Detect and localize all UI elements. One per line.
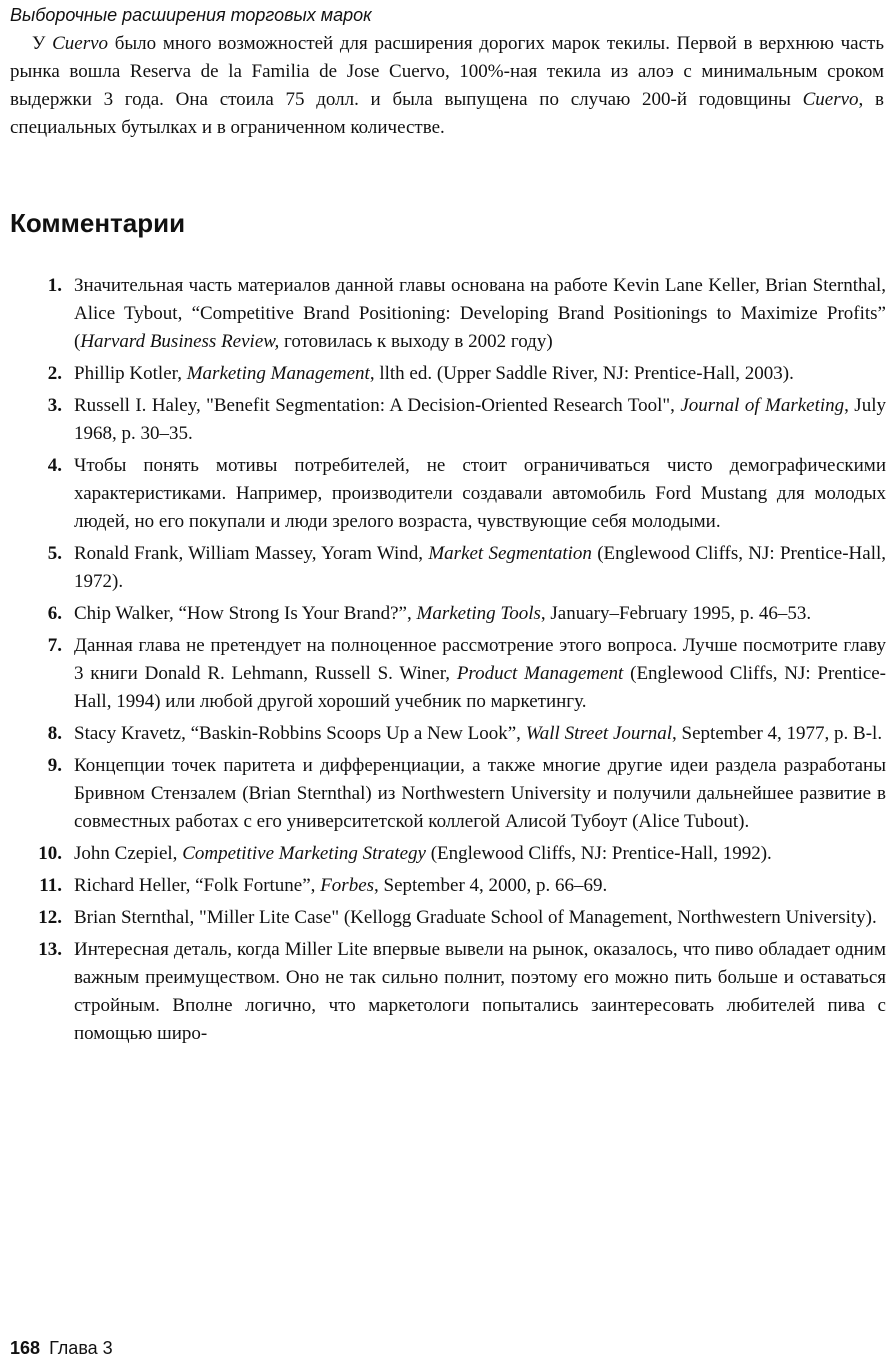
note-text-a: Концепции точек паритета и дифференциации, а также многие другие идеи раздела разработаны Бривном Стензалем (Brian Sternthal) из Northwestern University и получили дальнейшее развитие в совместных работах с его университетской коллегой Алисой Тубоут (Alice Tubout). xyxy=(74,755,886,832)
note-number: 1. xyxy=(47,275,62,296)
note-text xyxy=(74,272,886,356)
note-number: 5. xyxy=(47,543,62,564)
note-text xyxy=(74,840,886,868)
note-text-b: , September 4, 2000, p. 66–69. xyxy=(374,875,608,896)
note-text-italic: Harvard Business Review, xyxy=(80,331,280,352)
note-number: 8. xyxy=(47,723,62,744)
note-item xyxy=(30,632,886,716)
intro-text-2: было много возможностей для расширения дорогих марок текилы. Первой в верхнюю часть рынка вошла Reserva de la Familia de Jose Cuervo, 100%-ная текила из алоэ с минимальным сроком выдержки 3 года. Она стоила 75 долл. и была выпущена по случаю 200-й годовщины xyxy=(10,33,884,110)
note-text-a: Интересная деталь, когда Miller Lite впервые вывели на рынок, оказалось, что пиво обладает одним важным преимуществом. Оно не так сильно полнит, поэтому его можно пить больше и оставаться стройным. Вполне логично, что маркетологи попытались заинтересовать любителей пива с помощью широ- xyxy=(74,939,886,1044)
intro-brand-1: Cuervo xyxy=(52,33,109,54)
note-text xyxy=(74,600,886,628)
note-text-italic: Journal of Marketing xyxy=(680,395,845,416)
note-text xyxy=(74,452,886,536)
note-number: 7. xyxy=(47,635,62,656)
chapter-label: Глава 3 xyxy=(49,1338,113,1358)
note-text xyxy=(74,904,886,932)
note-item xyxy=(30,840,886,868)
note-text-b: , January–February 1995, p. 46–53. xyxy=(540,603,812,624)
note-number: 12. xyxy=(38,907,62,928)
note-text-a: Значительная часть материалов данной главы основана на работе Kevin Lane Keller, Brian Sternthal, Alice Tybout, “Competitive Brand Positioning: Developing Brand Positionings to Maximize Profits” ( xyxy=(74,275,886,352)
note-item xyxy=(30,720,886,748)
note-text-b: готовилась к выходу в 2002 году) xyxy=(279,331,553,352)
note-text-b: , llth ed. (Upper Saddle River, NJ: Prentice-Hall, 2003). xyxy=(369,363,794,384)
note-text-a: Ronald Frank, William Massey, Yoram Wind, xyxy=(74,543,429,564)
note-text-italic: Product Management xyxy=(456,663,624,684)
note-text xyxy=(74,752,886,836)
page-footer xyxy=(10,1336,113,1360)
note-item xyxy=(30,272,886,356)
note-text-a: Brian Sternthal, "Miller Lite Case" (Kellogg Graduate School of Management, Northwestern University). xyxy=(74,907,877,928)
note-text xyxy=(74,392,886,448)
note-text-italic: Marketing Tools xyxy=(416,603,541,624)
note-item xyxy=(30,936,886,1048)
intro-paragraph xyxy=(10,30,884,142)
note-text-italic: Forbes xyxy=(320,875,375,896)
note-text-b: , July 1968, p. 30–35. xyxy=(74,395,886,444)
note-text xyxy=(74,540,886,596)
section-title: Комментарии xyxy=(10,208,186,238)
note-text-b: , September 4, 1977, p. B-l. xyxy=(672,723,883,744)
note-text-a: Richard Heller, “Folk Fortune”, xyxy=(74,875,321,896)
note-text-a: Данная глава не претендует на полноценное рассмотрение этого вопроса. Лучше посмотрите главу 3 книги Donald R. Lehmann, Russell S. Winer, xyxy=(74,635,886,684)
note-number: 11. xyxy=(39,875,62,896)
note-text-a: Stacy Kravetz, “Baskin-Robbins Scoops Up a New Look”, xyxy=(74,723,526,744)
note-item xyxy=(30,904,886,932)
intro-text-1: У xyxy=(32,33,53,54)
note-text-italic: Competitive Marketing Strategy xyxy=(182,843,426,864)
note-number: 2. xyxy=(47,363,62,384)
intro-brand-2: Cuervo xyxy=(802,89,859,110)
note-text-italic: Marketing Management xyxy=(186,363,370,384)
note-text-a: Chip Walker, “How Strong Is Your Brand?”, xyxy=(74,603,417,624)
note-text-a: Phillip Kotler, xyxy=(74,363,187,384)
note-item xyxy=(30,452,886,536)
note-text-a: Чтобы понять мотивы потребителей, не стоит ограничиваться чисто демографическими характеристиками. Например, производители создавали автомобиль Ford Mustang для молодых людей, но его покупали и люди зрелого возраста, чувствующие себя молодыми. xyxy=(74,455,886,532)
page-number: 168 xyxy=(10,1338,41,1358)
note-item xyxy=(30,540,886,596)
note-text xyxy=(74,936,886,1048)
note-number: 10. xyxy=(38,843,62,864)
note-text-italic: Market Segmentation xyxy=(428,543,592,564)
note-text-b: (Englewood Cliffs, NJ: Prentice-Hall, 1992). xyxy=(425,843,772,864)
note-text-a: Russell I. Haley, "Benefit Segmentation: A Decision-Oriented Research Tool", xyxy=(74,395,681,416)
note-number: 9. xyxy=(47,755,62,776)
note-item xyxy=(30,752,886,836)
note-text-a: John Czepiel, xyxy=(74,843,183,864)
note-number: 4. xyxy=(47,455,62,476)
note-text-b: (Englewood Cliffs, NJ: Prentice-Hall, 1972). xyxy=(74,543,886,592)
note-text xyxy=(74,872,886,900)
note-text xyxy=(74,632,886,716)
notes-list xyxy=(30,272,886,1052)
note-item xyxy=(30,872,886,900)
note-item xyxy=(30,392,886,448)
note-number: 13. xyxy=(38,939,62,960)
note-text-b: (Englewood Cliffs, NJ: Prentice-Hall, 1994) или любой другой хороший учебник по маркетингу. xyxy=(74,663,887,712)
note-item xyxy=(30,600,886,628)
note-item xyxy=(30,360,886,388)
note-number: 3. xyxy=(47,395,62,416)
section-subheading: Выборочные расширения торговых марок xyxy=(10,5,372,25)
note-number: 6. xyxy=(47,603,62,624)
note-text xyxy=(74,360,886,388)
intro-text-3: , в специальных бутылках и в ограниченном количестве. xyxy=(10,89,884,138)
note-text xyxy=(74,720,886,748)
note-text-italic: Wall Street Journal xyxy=(525,723,673,744)
